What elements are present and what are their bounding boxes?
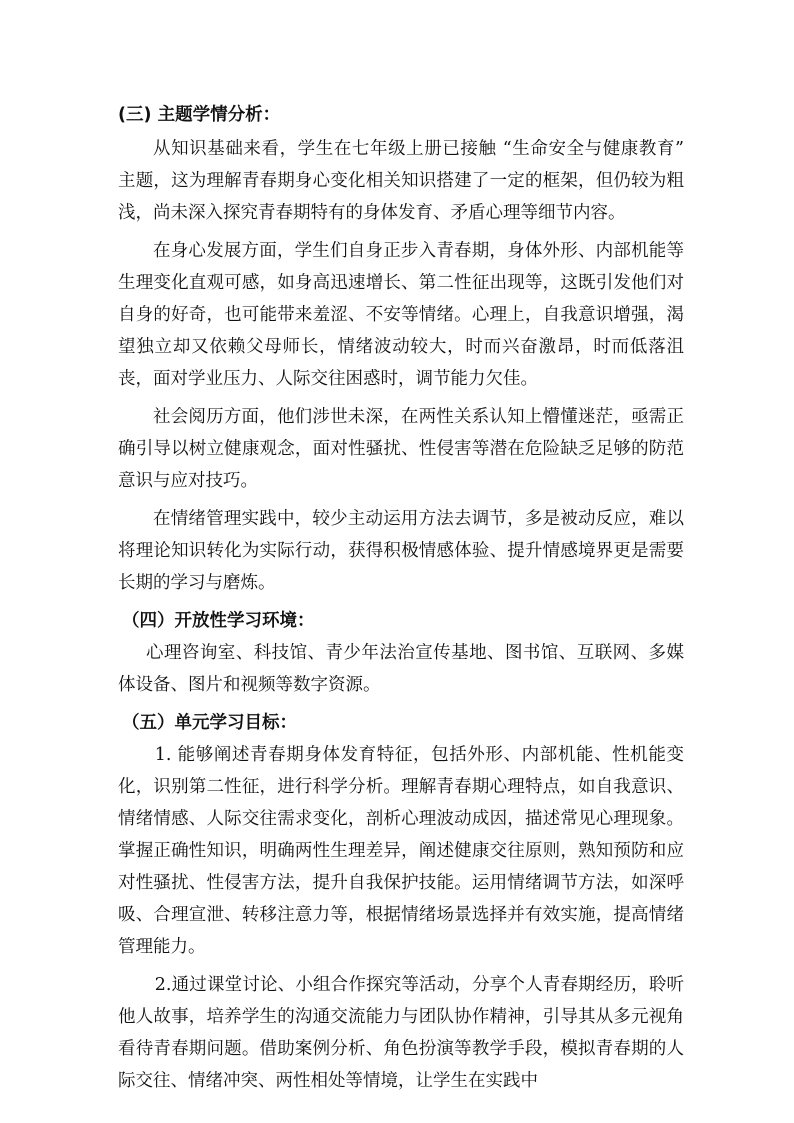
section-4-paragraph-environment: 心理咨询室、科技馆、青少年法治宣传基地、图书馆、互联网、多媒体设备、图片和视频等数字资源。 bbox=[118, 643, 684, 695]
section-5-heading: （五）单元学习目标： bbox=[122, 713, 297, 733]
section-3-paragraph-emotion: 在情绪管理实践中，较少主动运用方法去调节，多是被动反应，难以将理论知识转化为实际行动，获得积极情感体验、提升情感境界更是需要长期的学习与磨炼。 bbox=[118, 509, 684, 593]
section-3-heading: (三) 主题学情分析： bbox=[118, 105, 281, 125]
section-3-paragraph-social: 社会阅历方面，他们涉世未深，在两性关系认知上懵懂迷茫，亟需正确引导以树立健康观念，面对性骚扰、性侵害等潜在危险缺乏足够的防范意识与应对技巧。 bbox=[118, 407, 684, 491]
section-3-paragraph-knowledge: 从知识基础来看，学生在七年级上册已接触 “生命安全与健康教育” 主题，这为理解青春期身心变化相关知识搭建了一定的框架，但仍较为粗浅，尚未深入探究青春期特有的身体发育、矛盾心理等细节内容。 bbox=[118, 139, 684, 223]
section-5-goal-2: 2.通过课堂讨论、小组合作探究等活动，分享个人青春期经历，聆听他人故事，培养学生的沟通交流能力与团队协作精神，引导其从多元视角看待青春期问题。借助案例分析、角色扮演等教学手段，模拟青春期的人际交往、情绪冲突、两性相处等情境，让学生在实践中 bbox=[118, 975, 684, 1091]
section-3-paragraph-development: 在身心发展方面，学生们自身正步入青春期，身体外形、内部机能等生理变化直观可感，如身高迅速增长、第二性征出现等，这既引发他们对自身的好奇，也可能带来羞涩、不安等情绪。心理上，自我意识增强，渴望独立却又依赖父母师长，情绪波动较大，时而兴奋激昂，时而低落沮丧，面对学业压力、人际交往困惑时，调节能力欠佳。 bbox=[118, 241, 684, 389]
section-3-body bbox=[118, 133, 684, 599]
section-4-heading: （四）开放性学习环境： bbox=[122, 611, 315, 631]
section-5-goal-1: 1. 能够阐述青春期身体发育特征，包括外形、内部机能、性机能变化，识别第二性征，进行科学分析。理解青春期心理特点，如自我意识、情绪情感、人际交往需求变化，剖析心理波动成因，描述常见心理现象。掌握正确性知识，明确两性生理差异，阐述健康交往原则，熟知预防和应对性骚扰、性侵害方法，提升自我保护技能。运用情绪调节方法，如深呼吸、合理宣泄、转移注意力等，根据情绪场景选择并有效实施，提高情绪管理能力。 bbox=[118, 745, 684, 957]
document-content bbox=[118, 99, 684, 1103]
